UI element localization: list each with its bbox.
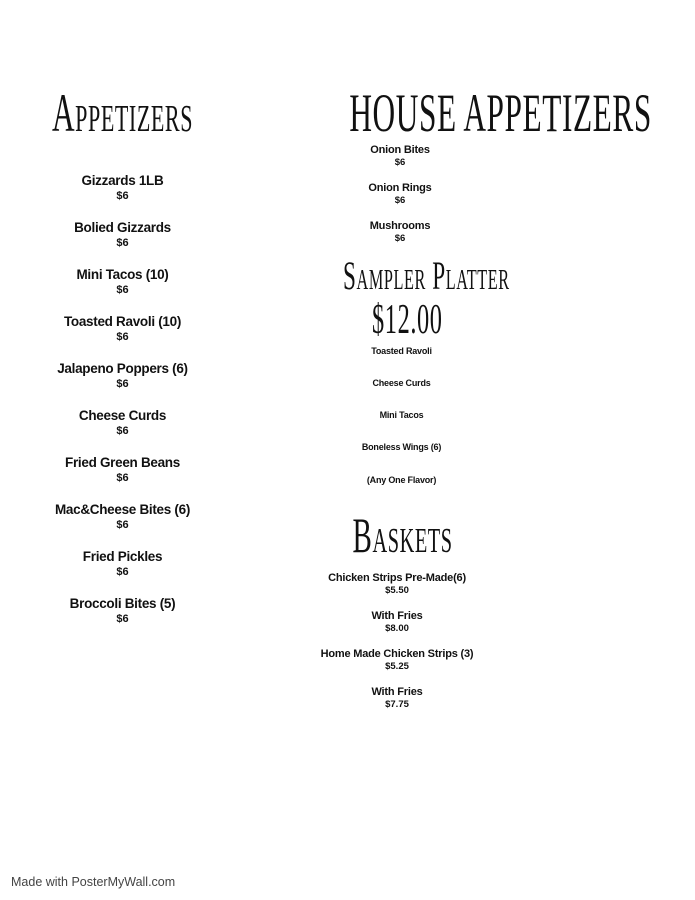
list-item <box>0 501 245 548</box>
item-name: Toasted Ravoli (10) <box>63 314 182 329</box>
item-name: Onion Bites <box>370 144 430 156</box>
item-price: $6 <box>116 190 129 202</box>
item-name: Onion Rings <box>368 182 432 194</box>
item-price: $6 <box>394 233 406 244</box>
list-item <box>297 609 497 647</box>
list-item <box>0 595 245 642</box>
appetizers-list <box>0 172 245 642</box>
item-price: $6 <box>116 519 129 531</box>
item-name: Bolied Gizzards <box>74 220 171 235</box>
item-price: $6 <box>116 425 129 437</box>
list-item <box>0 407 245 454</box>
item-price: $5.50 <box>385 585 409 596</box>
item-price: $6 <box>116 237 129 249</box>
sampler-platter-list <box>330 345 473 506</box>
item-name: Broccoli Bites (5) <box>69 596 176 611</box>
item-name: Fried Green Beans <box>65 455 180 470</box>
item-name: Gizzards 1LB <box>81 173 164 188</box>
list-item <box>297 685 497 723</box>
list-item <box>330 143 470 181</box>
sampler-platter-price: $12.00 <box>372 297 443 343</box>
list-item <box>0 360 245 407</box>
item-price: $6 <box>394 157 406 168</box>
list-item <box>0 219 245 266</box>
item-price: $6 <box>116 613 129 625</box>
list-item <box>297 647 497 685</box>
item-name: Fried Pickles <box>82 549 163 564</box>
house-appetizers-list <box>330 143 470 257</box>
item-name: Mac&Cheese Bites (6) <box>54 502 191 517</box>
list-item: Cheese Curds <box>372 378 431 388</box>
list-item <box>0 313 245 360</box>
appetizers-heading: Appetizers <box>51 83 194 143</box>
list-item <box>0 266 245 313</box>
list-item <box>0 548 245 595</box>
item-name: Chicken Strips Pre-Made(6) <box>328 572 466 584</box>
item-name: With Fries <box>371 610 423 622</box>
list-item: Boneless Wings (6) <box>361 442 442 452</box>
item-price: $6 <box>116 331 129 343</box>
list-item <box>0 454 245 501</box>
list-item: Mini Tacos <box>379 410 424 420</box>
item-price: $5.25 <box>385 661 409 672</box>
item-name: Cheese Curds <box>78 408 167 423</box>
list-item <box>330 181 470 219</box>
list-item: (Any One Flavor) <box>366 475 437 485</box>
item-name: Home Made Chicken Strips (3) <box>320 648 474 660</box>
item-name: Mini Tacos (10) <box>76 267 169 282</box>
item-price: $6 <box>116 378 129 390</box>
item-price: $6 <box>116 472 129 484</box>
footer-credit: Made with PosterMyWall.com <box>11 875 176 889</box>
item-price: $8.00 <box>385 623 409 634</box>
sampler-platter-heading: Sampler Platter <box>343 253 510 298</box>
house-appetizers-heading: HOUSE APPETIZERS <box>349 83 652 143</box>
item-price: $7.75 <box>385 699 409 710</box>
item-price: $6 <box>116 284 129 296</box>
baskets-heading: Baskets <box>352 507 453 563</box>
list-item <box>297 571 497 609</box>
item-name: Jalapeno Poppers (6) <box>57 361 188 376</box>
baskets-list <box>297 571 497 723</box>
item-price: $6 <box>394 195 406 206</box>
list-item: Toasted Ravoli <box>371 346 432 356</box>
item-name: With Fries <box>371 686 423 698</box>
list-item <box>0 172 245 219</box>
item-name: Mushrooms <box>369 220 431 232</box>
item-price: $6 <box>116 566 129 578</box>
